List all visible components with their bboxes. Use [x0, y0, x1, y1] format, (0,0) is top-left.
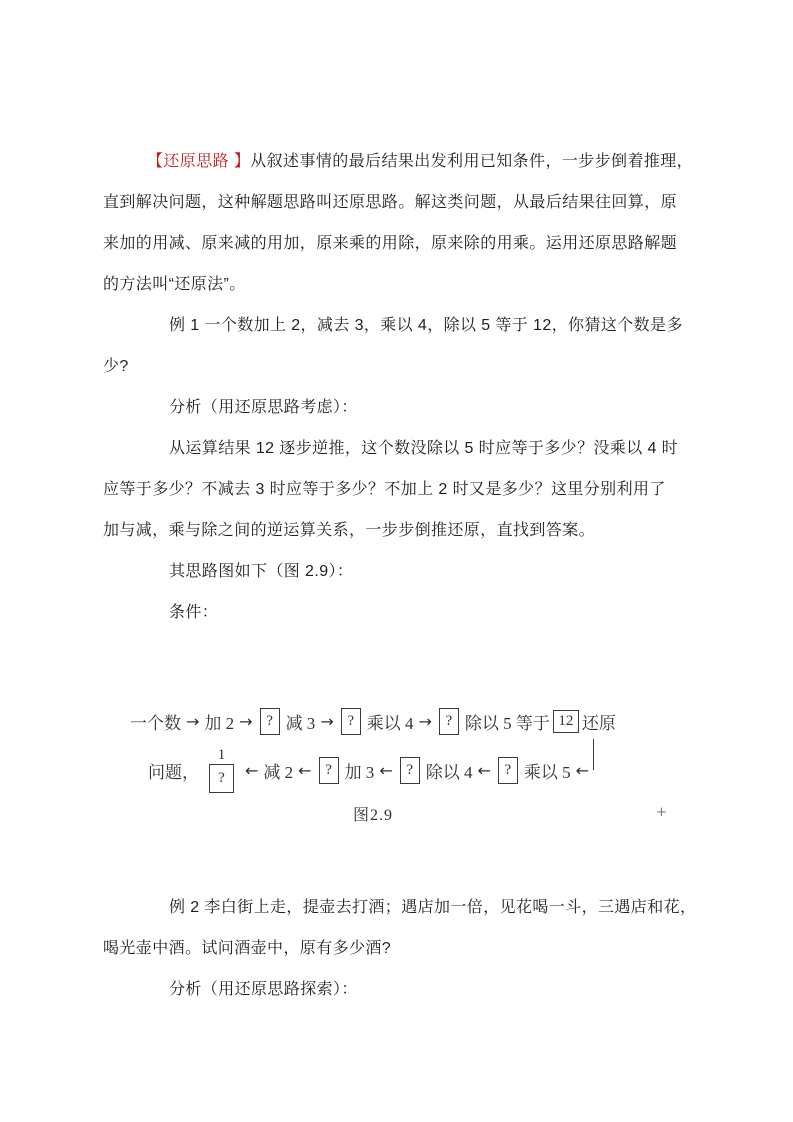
diagram-value-box: ?	[498, 757, 518, 784]
arrow-left-icon: ←	[298, 760, 312, 780]
diagram-connector-line	[593, 739, 594, 770]
diagram-backward-row	[146, 747, 658, 789]
text-segment: 的方法叫“还原法”。	[103, 276, 246, 293]
text-segment: 从叙述事情的最后结果出发利用已知条件，一步步倒着推理，	[250, 153, 694, 170]
arrow-right-icon: →	[239, 711, 253, 731]
heading-text-red: 【还原思路 】	[147, 153, 251, 170]
text-segment: 条件：	[169, 604, 219, 621]
diagram-label: 乘以 4	[366, 713, 414, 733]
text-segment: 分析（用还原思路探索）：	[169, 981, 358, 998]
diagram-label: 问题，	[148, 762, 199, 782]
text-segment: 例 1 一个数加上 2，减去 3，乘以 4，除以 5 等于 12，你猜这个数是多	[169, 317, 683, 334]
diagram-value-box: ?	[260, 708, 280, 735]
diagram-value-box: ?	[341, 708, 361, 735]
text-line	[103, 551, 683, 592]
fraction-numerator: 1	[217, 747, 226, 763]
fraction-denominator-box: ?	[209, 764, 234, 793]
text-segment: 应等于多少？不减去 3 时应等于多少？不加上 2 时又是多少？这里分别利用了	[103, 481, 666, 498]
text-line	[103, 387, 683, 428]
diagram-label: 加 3	[344, 762, 375, 782]
paragraph-block-1	[103, 141, 694, 633]
text-line	[103, 969, 683, 1010]
diagram-value-box: 12	[553, 710, 579, 733]
arrow-left-icon: ←	[379, 760, 393, 780]
diagram-label: 乘以 5	[523, 762, 571, 782]
text-line	[103, 928, 683, 969]
text-segment: 直到解决问题，这种解题思路叫还原思路。解这类问题，从最后结果往回算，原	[103, 194, 678, 211]
arrow-left-icon: ←	[575, 760, 590, 780]
diagram-fraction-answer	[209, 747, 234, 793]
text-segment: 加与减，乘与除之间的逆运算关系，一步步倒推还原，直找到答案。	[103, 522, 596, 539]
diagram-label: 减 3	[285, 713, 316, 733]
diagram-value-box: ?	[439, 708, 459, 735]
diagram-value-box: ?	[319, 757, 339, 784]
figure-caption: 图2.9	[353, 807, 394, 824]
flow-diagram-figure-2-9	[128, 702, 658, 825]
text-line	[103, 305, 683, 346]
diagram-label: 还原	[581, 713, 616, 733]
arrow-right-icon: →	[418, 711, 432, 731]
text-segment: 来加的用减、原来减的用加，原来乘的用除，原来除的用乘。运用还原思路解题	[103, 235, 678, 252]
text-line	[103, 469, 683, 510]
text-segment: 少?	[103, 358, 129, 375]
text-segment: 分析（用还原思路考虑）：	[169, 399, 358, 416]
text-line	[103, 223, 683, 264]
text-segment: 喝光壶中酒。试问酒壶中，原有多少酒?	[103, 940, 392, 957]
text-line	[103, 346, 683, 387]
diagram-label: 减 2	[263, 762, 294, 782]
text-line	[103, 592, 683, 633]
text-line	[103, 182, 683, 223]
arrow-left-icon: ←	[245, 760, 259, 780]
arrow-right-icon: →	[186, 711, 200, 731]
text-segment: 例 2 李白街上走，提壶去打酒；遇店加一倍，见花喝一斗，三遇店和花，	[169, 899, 697, 916]
text-line	[103, 141, 694, 182]
diagram-label: 加 2	[204, 713, 235, 733]
diagram-label: 除以 5 等于	[464, 713, 550, 733]
text-line	[103, 510, 683, 551]
text-line	[103, 264, 683, 305]
cursor-plus-mark: +	[656, 805, 667, 820]
text-segment: 从运算结果 12 逐步逆推，这个数没除以 5 时应等于多少？没乘以 4 时	[169, 440, 679, 457]
diagram-label: 除以 4	[425, 762, 473, 782]
diagram-label: 一个数	[130, 713, 181, 733]
diagram-value-box: ?	[400, 757, 420, 784]
text-segment: 其思路图如下（图 2.9）：	[169, 563, 354, 580]
arrow-left-icon: ←	[477, 760, 491, 780]
arrow-right-icon: →	[320, 711, 334, 731]
text-line	[103, 428, 683, 469]
paragraph-block-2	[103, 887, 697, 1010]
diagram-forward-row	[128, 702, 658, 740]
text-line	[103, 887, 697, 928]
